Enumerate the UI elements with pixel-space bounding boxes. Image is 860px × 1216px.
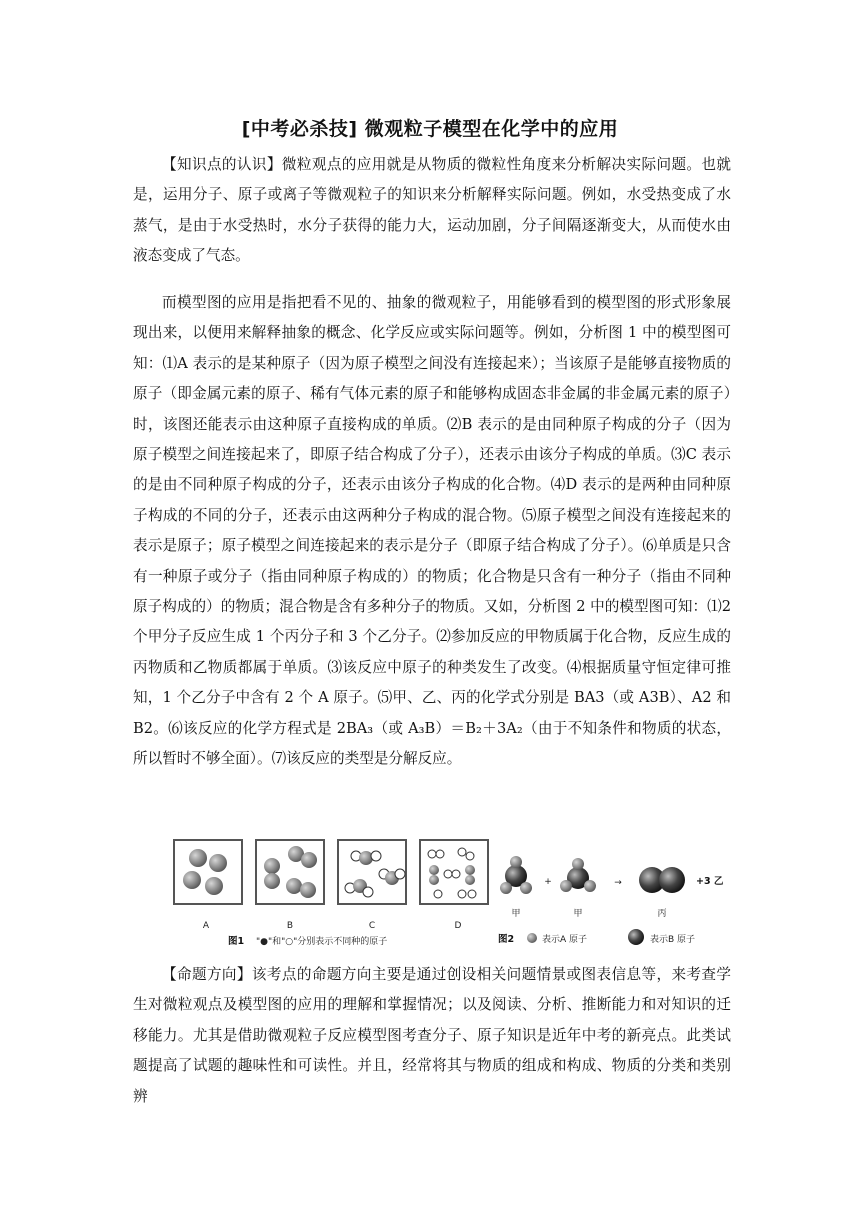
figure1-box-b [256,840,324,904]
figure1 [174,840,488,947]
figure1-box-a [174,840,242,904]
reaction-arrow: → [614,878,622,888]
paragraph-question-direction: 【命题方向】该考点的命题方向主要是通过创设相关问题情景或图表信息等，来考查学生对微粒观点及模型图的应用的理解和掌握情况；以及阅读、分析、推断能力和对知识的迁移能力。尤其是借助微观粒子反应模型图考查分子、原子知识是近年中考的新亮点。此类试题提高了试题的趣味性和可读性。并且，经常将其与物质的组成和构成、物质的分类和类别辨 [133,966,731,1105]
reactant1-label: 甲 [511,909,521,919]
atom-a-legend-icon [527,933,537,943]
figure2-caption-number: 图2 [498,934,515,945]
figure1-box-c [338,840,406,904]
figure2-reactant2-molecule [560,858,596,892]
figure2-product-molecule [639,867,685,893]
page-title: [中考必杀技] 微观粒子模型在化学中的应用 [241,118,619,140]
legend-atom-b: 表示B 原子 [650,935,696,945]
legend-atom-a: 表示A 原子 [542,935,588,945]
reactant2-label: 甲 [573,909,583,919]
byproduct-label: +3 乙 [696,876,724,887]
figure1-caption-text: "●"和"○"分别表示不同种的原子 [256,937,388,947]
paragraph-knowledge: 【知识点的认识】微粒观点的应用就是从物质的微粒性角度来分析解决实际问题。也就是，运用分子、原子或离子等微观粒子的知识来分析解释实际问题。例如，水受热变成了水蒸气，是由于水受热时，水分子获得的能力大，运动加剧，分子间隔逐渐变大，从而使水由液态变成了气态。 [133,156,731,265]
atom-b-legend-icon [628,929,644,945]
figure1-label-d: D [454,921,462,931]
figure2 [498,856,724,945]
plus-sign: + [544,877,552,887]
figure1-label-c: C [368,921,376,931]
figure1-box-d [420,840,488,904]
product-label: 丙 [657,909,667,919]
figure1-caption-number: 图1 [228,936,245,947]
figure-particle-models [166,836,734,954]
figure2-reactant1-molecule [500,856,532,894]
paragraph-model-application: 而模型图的应用是指把看不见的、抽象的微观粒子，用能够看到的模型图的形式形象展现出来，以便用来解释抽象的概念、化学反应或实际问题等。例如，分析图 1 中的模型图可知：⑴A 表示的是某种原子（因为原子模型之间没有连接起来）；当该原子是能够直接物质的原子（即金属元素的原子、稀有气体元素的原子和能够构成固态非金属的非金属元素的原子）时，该图还能表示由这种原子直接构成的单质。⑵B 表示的是由同种原子构成的分子（因为原子模型之间连接起来了，即原子结合构成了分子），还表示由该分子构成的单质。⑶C 表示的是由不同种原子构成的分子，还表示由该分子构成的化合物。⑷D 表示的是两种由同种原子构成的不同的分子，还表示由这两种分子构成的混合物。⑸原子模型之间没有连接起来的表示是原子；原子模型之间连接起来的表示是分子（即原子结合构成了分子）。⑹单质是只含有一种原子或分子（指由同种原子构成的）的物质；化合物是只含有一种分子（指由不同种原子构成的）的物质；混合物是含有多种分子的物质。又如，分析图 2 中的模型图可知：⑴2 个甲分子反应生成 1 个丙分子和 3 个乙分子。⑵参加反应的甲物质属于化合物，反应生成的丙物质和乙物质都属于单质。⑶该反应中原子的种类发生了改变。⑷根据质量守恒定律可推知，1 个乙分子中含有 2 个 A 原子。⑸甲、乙、丙的化学式分别是 BA3（或 A3B）、A2 和 B2。⑹该反应的化学方程式是 2BA₃（或 A₃B）＝B₂＋3A₂（由于不知条件和物质的状态，所以暂时不够全面）。⑺该反应的类型是分解反应。 [133,294,731,768]
figure1-label-b: B [286,921,294,931]
figure1-label-a: A [202,921,210,931]
